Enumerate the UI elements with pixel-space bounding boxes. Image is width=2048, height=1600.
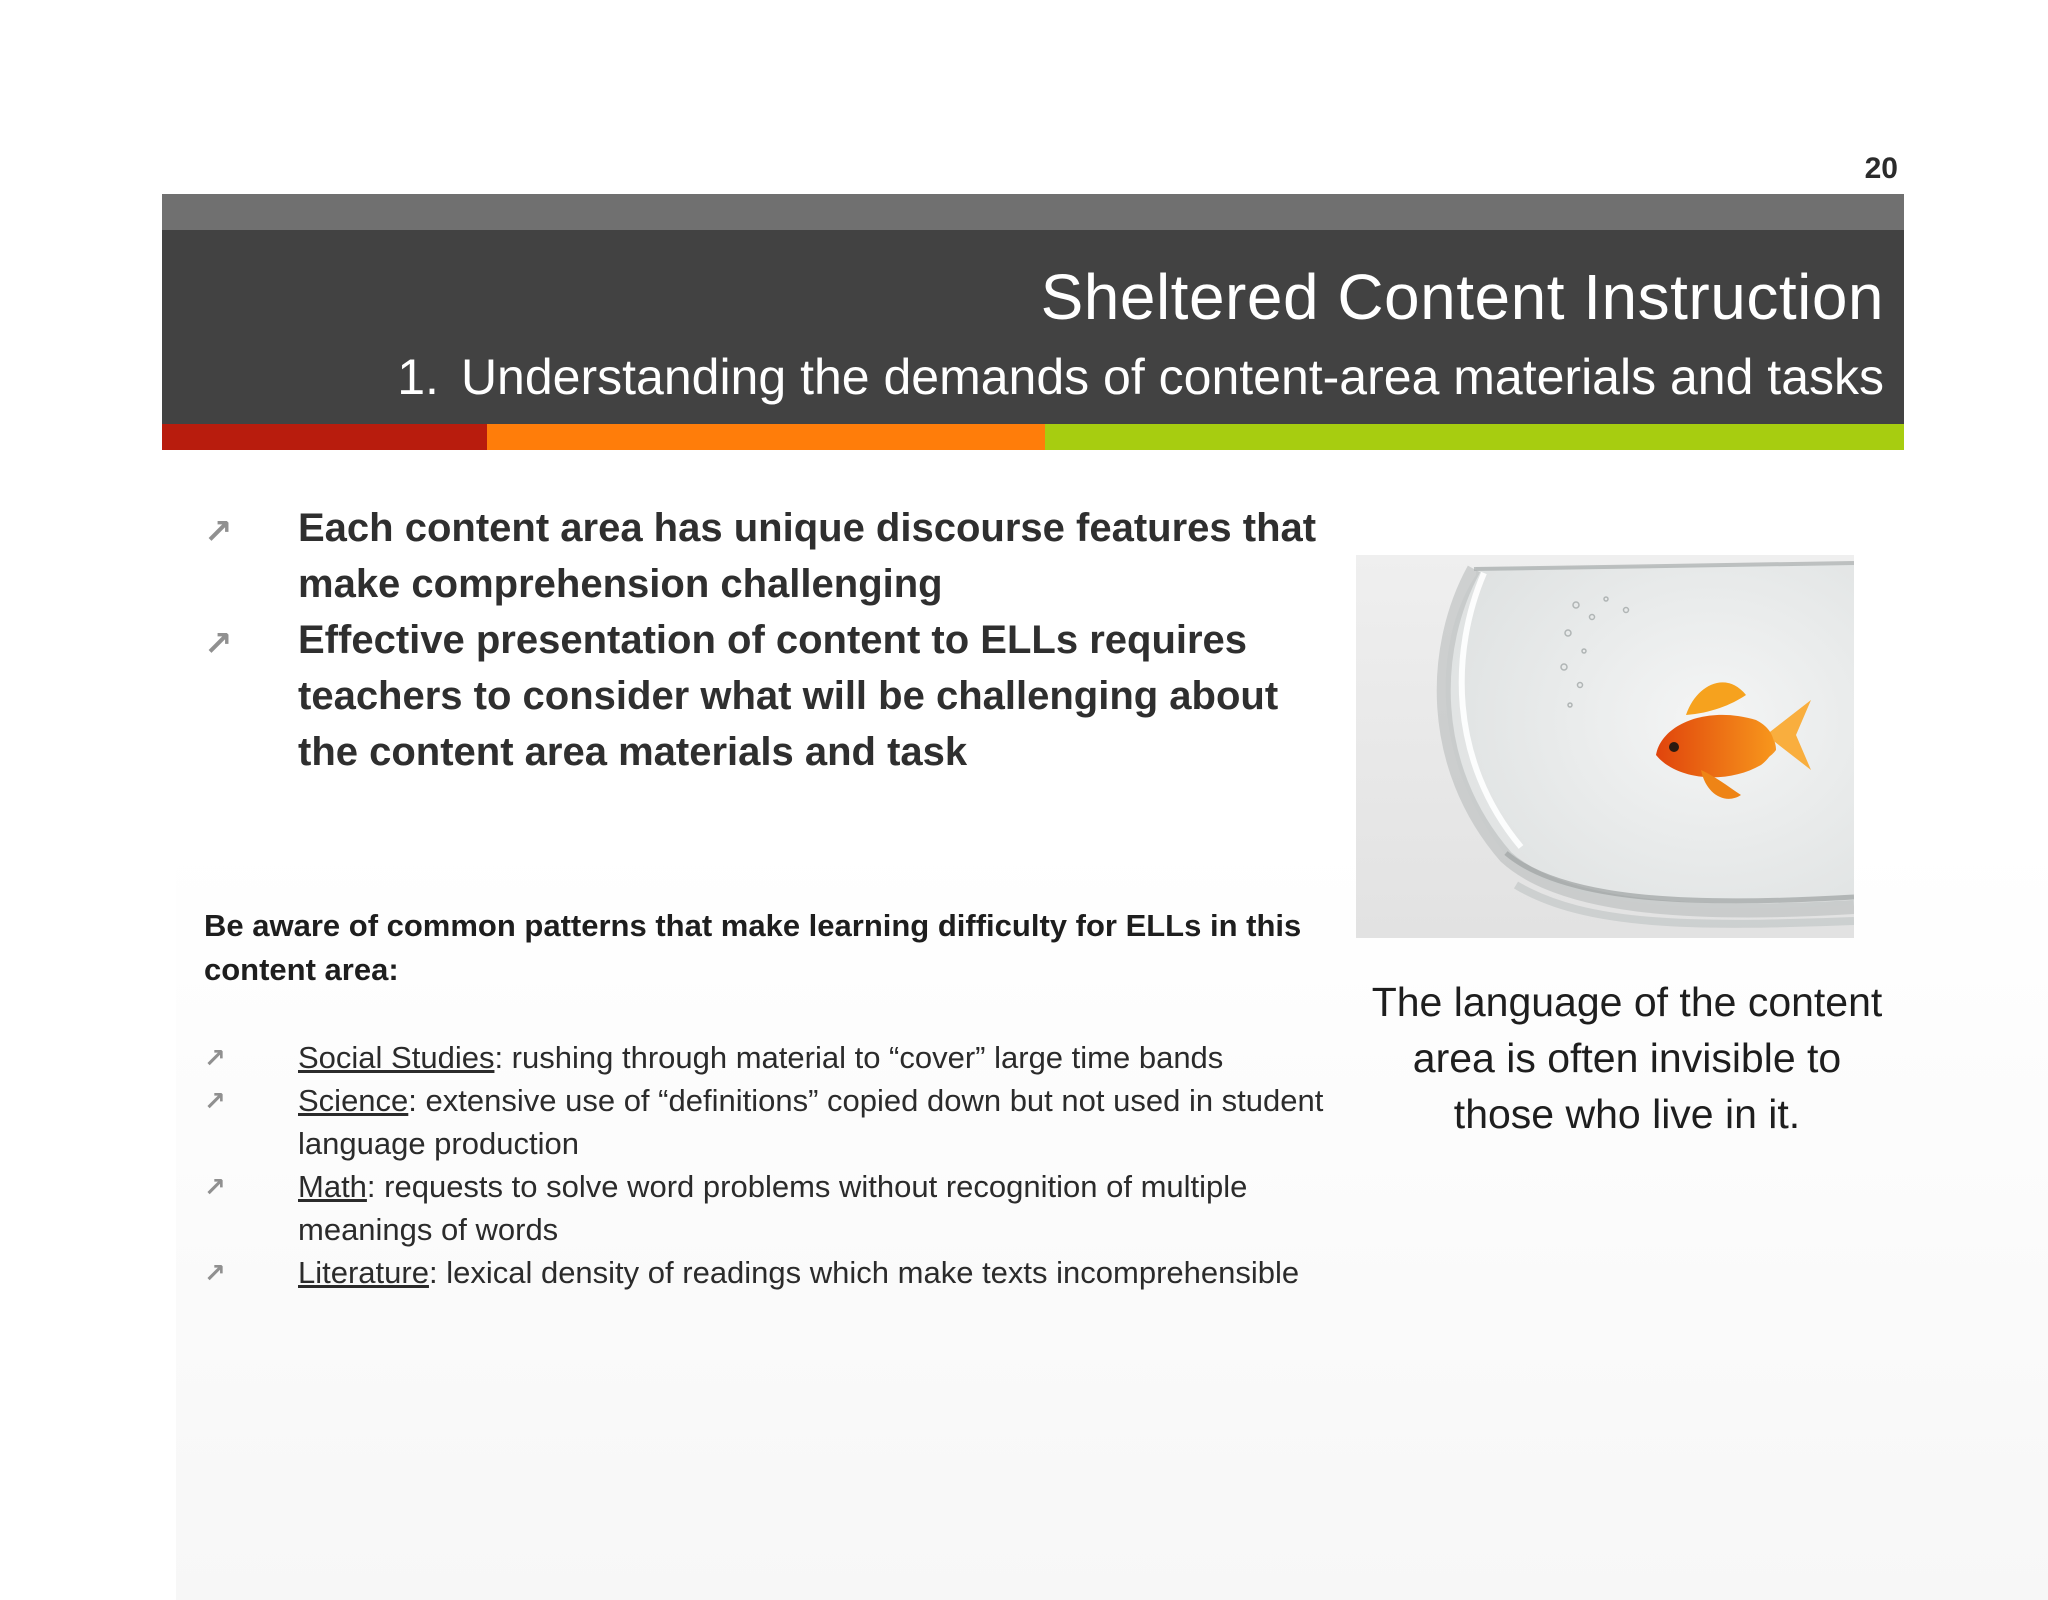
subtitle-number: 1. <box>397 349 439 405</box>
subject-term: Science <box>298 1083 409 1118</box>
page-number: 20 <box>1864 152 1898 185</box>
arrow-up-right-icon: ↗ <box>204 624 233 664</box>
main-bullet <box>204 500 1334 612</box>
arrow-up-right-icon: ↗ <box>204 1087 226 1117</box>
aware-heading: Be aware of common patterns that make learning difficulty for ELLs in this content area: <box>204 908 1302 987</box>
sub-bullet-list <box>204 1036 1334 1294</box>
main-bullet-text: Each content area has unique discourse features that make comprehension challenging <box>298 506 1317 606</box>
subtitle-text: Understanding the demands of content-area materials and tasks <box>460 349 1884 405</box>
slide-subtitle <box>397 348 1884 406</box>
color-accent-bar <box>162 424 1904 450</box>
sub-bullet-text: : lexical density of readings which make texts incomprehensible <box>428 1255 1300 1290</box>
subject-term: Literature <box>298 1255 429 1290</box>
subject-term: Social Studies <box>298 1040 495 1075</box>
goldfish-bowl-icon <box>1356 555 1854 938</box>
main-bullet-list <box>204 500 1334 780</box>
accent-segment-green <box>1045 424 1904 450</box>
image-caption: The language of the content area is often invisible to those who live in it. <box>1371 979 1883 1137</box>
arrow-up-right-icon: ↗ <box>204 512 233 552</box>
goldfish-bowl-photo <box>1356 555 1854 938</box>
slide-header <box>162 230 1904 424</box>
arrow-up-right-icon: ↗ <box>204 1044 226 1074</box>
accent-segment-red <box>162 424 487 450</box>
subject-term: Math <box>298 1169 367 1204</box>
header-top-band <box>162 194 1904 230</box>
main-bullet-text: Effective presentation of content to ELLs requires teachers to consider what will be challenging about the content area materials and task <box>298 618 1279 774</box>
sub-bullet-text: : extensive use of “definitions” copied down but not used in student language production <box>298 1083 1324 1161</box>
sub-bullet <box>204 1036 1334 1079</box>
slide-title: Sheltered Content Instruction <box>1040 261 1884 333</box>
sub-bullet <box>204 1079 1334 1165</box>
accent-segment-orange <box>487 424 1045 450</box>
sub-bullet-text: : rushing through material to “cover” large time bands <box>494 1040 1224 1075</box>
arrow-up-right-icon: ↗ <box>204 1259 226 1289</box>
sub-bullet <box>204 1165 1334 1251</box>
main-bullet <box>204 612 1334 780</box>
arrow-up-right-icon: ↗ <box>204 1173 226 1203</box>
sub-bullet <box>204 1251 1334 1294</box>
sub-bullet-text: : requests to solve word problems without recognition of multiple meanings of words <box>298 1169 1248 1247</box>
